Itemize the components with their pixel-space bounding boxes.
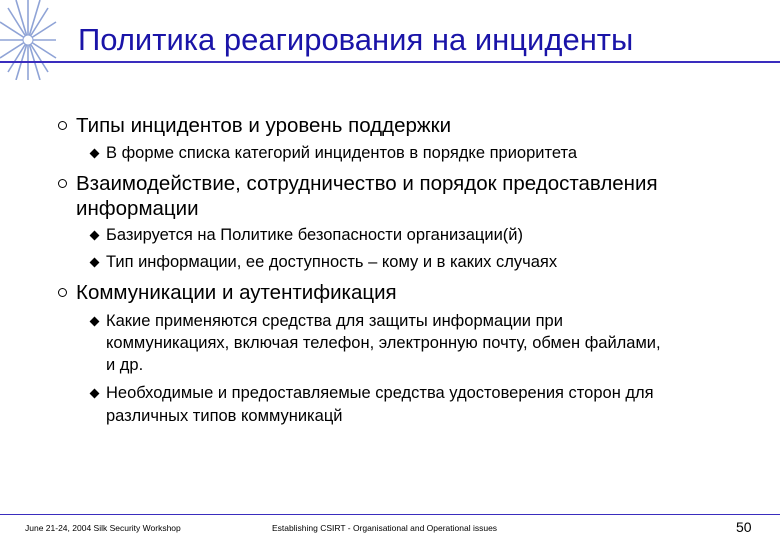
diamond-bullet-icon bbox=[90, 389, 100, 399]
diamond-bullet-icon bbox=[90, 258, 100, 268]
starburst-decoration bbox=[0, 0, 60, 80]
bullet-text: Типы инцидентов и уровень поддержки bbox=[76, 114, 452, 137]
sub-bullet-text: коммуникациях, включая телефон, электронную почту, обмен файлами, bbox=[106, 334, 661, 352]
sub-bullet-text: различных типов коммуникацй bbox=[106, 407, 343, 425]
footer-divider bbox=[0, 514, 780, 515]
page-number: 50 bbox=[736, 519, 752, 535]
bullet-text: Взаимодействие, сотрудничество и порядок предоставления bbox=[76, 172, 658, 195]
circle-bullet-icon bbox=[58, 179, 67, 188]
circle-bullet-icon bbox=[58, 288, 67, 297]
bullet-text: Коммуникации и аутентификация bbox=[76, 281, 397, 304]
diamond-bullet-icon bbox=[90, 231, 100, 241]
slide-title: Политика реагирования на инциденты bbox=[78, 22, 634, 57]
bullet-text: информации bbox=[76, 197, 199, 220]
sub-bullet-text: В форме списка категорий инцидентов в порядке приоритета bbox=[106, 144, 578, 162]
footer-event: June 21-24, 2004 Silk Security Workshop bbox=[25, 523, 181, 533]
sub-bullet-text: Необходимые и предоставляемые средства удостоверения сторон для bbox=[106, 384, 654, 402]
sub-bullet-text: и др. bbox=[106, 356, 144, 374]
circle-bullet-icon bbox=[58, 121, 67, 130]
footer-topic: Establishing CSIRT - Organisational and Operational issues bbox=[272, 523, 498, 533]
sub-bullet-text: Тип информации, ее доступность – кому и в каких случаях bbox=[106, 253, 558, 271]
diamond-bullet-icon bbox=[90, 149, 100, 159]
sub-bullet-text: Базируется на Политике безопасности организации(й) bbox=[106, 226, 523, 244]
diamond-bullet-icon bbox=[90, 317, 100, 327]
title-divider bbox=[0, 61, 780, 63]
sub-bullet-text: Какие применяются средства для защиты информации при bbox=[106, 312, 563, 330]
